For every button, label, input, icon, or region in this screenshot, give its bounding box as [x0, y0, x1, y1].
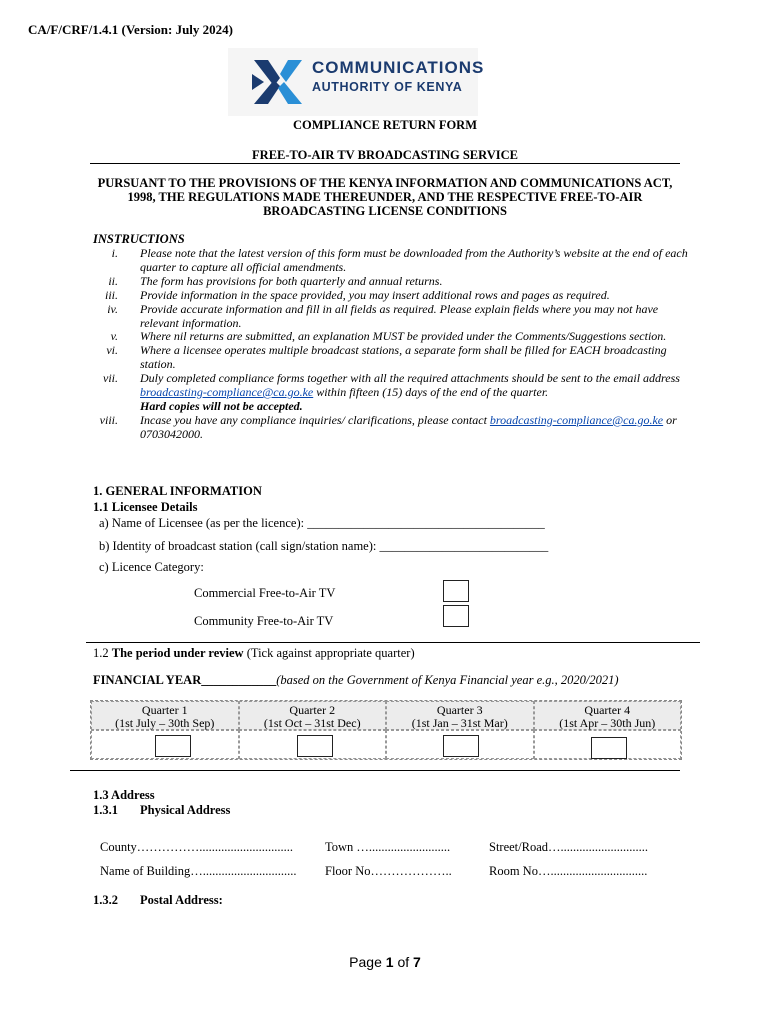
- licensee-details-heading: 1.1 Licensee Details: [93, 500, 198, 514]
- period-row: [93, 646, 415, 661]
- building-field[interactable]: Name of Building…..............................: [100, 864, 297, 878]
- quarter-range: (1st Apr – 30th Jun): [559, 715, 656, 730]
- instruction-text-part: Incase you have any compliance inquiries/ clarifications, please contact: [140, 412, 490, 427]
- quarter-name: Quarter 4: [584, 703, 631, 717]
- instruction-number: v.: [110, 329, 118, 344]
- quarter-3-cell: [386, 730, 534, 759]
- ca-logo-icon: [250, 54, 306, 110]
- instruction-text: Where nil returns are submitted, an explanation MUST be provided under the Comments/Suggestions section.: [140, 329, 667, 344]
- instruction-number: iii.: [104, 287, 118, 302]
- instruction-text: Provide accurate information and fill in all fields as required. Please explain fields where you may not have relevant information.: [140, 301, 659, 330]
- quarter-4-header: [534, 701, 682, 730]
- room-field[interactable]: Room No…...............................: [489, 864, 648, 878]
- station-identity-label: b) Identity of broadcast station (call sign/station name):: [99, 539, 377, 553]
- instruction-item: [90, 330, 690, 344]
- instruction-number: ii.: [108, 273, 118, 288]
- quarter-1-cell: [91, 730, 239, 759]
- quarter-range: (1st July – 30th Sep): [115, 715, 215, 730]
- quarter-2-checkbox[interactable]: [297, 735, 333, 757]
- quarter-range: (1st Oct – 31st Dec): [263, 715, 361, 730]
- address-heading: 1.3 Address: [93, 788, 155, 802]
- street-field[interactable]: Street/Road…............................: [489, 840, 649, 854]
- instruction-text: Please note that the latest version of this form must be downloaded from the Authority’s website at the end of each quarter to capture all official amendments.: [140, 246, 688, 274]
- instructions-heading: INSTRUCTIONS: [93, 232, 185, 246]
- period-note: (Tick against appropriate quarter): [243, 646, 415, 660]
- service-title: FREE-TO-AIR TV BROADCASTING SERVICE: [252, 148, 518, 162]
- page-number: [0, 954, 770, 970]
- hard-copies-note: Hard copies will not be accepted.: [140, 398, 303, 413]
- licensee-name-label: a) Name of Licensee (as per the licence):: [99, 516, 305, 530]
- instruction-number: i.: [111, 246, 118, 260]
- quarter-3-checkbox[interactable]: [443, 735, 479, 757]
- instructions-list: [90, 247, 690, 442]
- page-current: 1: [385, 954, 394, 970]
- instruction-text-part: within fifteen (15) days of the end of the quarter.: [313, 385, 549, 400]
- quarter-1-checkbox[interactable]: [155, 735, 191, 757]
- quarter-2-header: [239, 701, 387, 730]
- quarter-name: Quarter 1: [141, 703, 188, 717]
- commercial-label: Commercial Free-to-Air TV: [194, 586, 336, 600]
- quarter-table: [90, 700, 682, 760]
- ca-logo: [228, 48, 485, 116]
- contact-email-link[interactable]: broadcasting-compliance@ca.go.ke: [489, 412, 664, 427]
- quarter-3-header: [386, 701, 534, 730]
- licensee-name-field[interactable]: ______________________________________: [304, 516, 545, 530]
- community-checkbox[interactable]: [443, 605, 469, 627]
- instruction-item: [90, 414, 690, 442]
- county-field[interactable]: County……………..............................: [100, 840, 294, 854]
- instruction-item: [90, 275, 690, 289]
- page-word: Page: [349, 954, 386, 970]
- instruction-item: [90, 372, 690, 414]
- period-number: 1.2: [93, 646, 109, 660]
- email-link[interactable]: broadcasting-compliance@ca.go.ke: [140, 385, 314, 400]
- quarter-4-cell: [534, 730, 682, 759]
- instruction-text-part: Duly completed compliance forms together with all the required attachments should be sent to the email address: [140, 371, 680, 386]
- instruction-number: iv.: [107, 301, 118, 316]
- period-rule: [70, 770, 680, 771]
- quarter-range: (1st Jan – 31st Mar): [411, 715, 508, 730]
- instruction-number: vii.: [103, 371, 118, 386]
- instruction-text: [140, 372, 690, 414]
- logo-line-1: COMMUNICATIONS: [312, 58, 485, 77]
- financial-year-row: [93, 673, 619, 688]
- page-total: 7: [413, 954, 421, 970]
- title-rule: [90, 163, 680, 164]
- instruction-number: viii.: [99, 412, 118, 427]
- financial-year-note: (based on the Government of Kenya Financial year e.g., 2020/2021): [276, 673, 619, 687]
- section-rule: [86, 642, 700, 643]
- instruction-item: [90, 344, 690, 372]
- instruction-item: [90, 303, 690, 331]
- financial-year-label: FINANCIAL YEAR: [93, 673, 202, 687]
- instruction-text-part: or 0703042000.: [140, 412, 677, 441]
- logo-line-2: AUTHORITY OF KENYA: [312, 80, 463, 94]
- quarter-name: Quarter 3: [436, 703, 483, 717]
- financial-year-field[interactable]: ____________: [201, 673, 277, 687]
- physical-address-number: 1.3.1: [93, 803, 118, 817]
- document-code: CA/F/CRF/1.4.1 (Version: July 2024): [28, 22, 233, 37]
- instruction-text: [140, 414, 690, 442]
- instruction-item: [90, 247, 690, 275]
- pursuant-statement: PURSUANT TO THE PROVISIONS OF THE KENYA INFORMATION AND COMMUNICATIONS ACT, 1998, THE REGULATIONS MADE THEREUNDER, AND THE RESPECTIVE FREE-TO-AIR BROADCASTING LICENSE CONDITIONS: [97, 176, 673, 218]
- instruction-text: Where a licensee operates multiple broadcast stations, a separate form shall be filled for EACH broadcasting station.: [140, 343, 667, 372]
- station-identity-row: [99, 539, 548, 554]
- physical-address-heading: Physical Address: [140, 803, 231, 817]
- postal-address-number: 1.3.2: [93, 893, 118, 907]
- period-title: The period under review: [111, 646, 244, 660]
- licence-category-label: c) Licence Category:: [99, 560, 204, 574]
- quarter-name: Quarter 2: [289, 703, 336, 717]
- quarter-4-checkbox[interactable]: [591, 737, 627, 759]
- page-of: of: [393, 954, 414, 970]
- town-field[interactable]: Town …..........................: [325, 840, 451, 854]
- instruction-text: The form has provisions for both quarterly and annual returns.: [140, 273, 443, 288]
- instruction-item: [90, 289, 690, 303]
- general-info-heading: 1. GENERAL INFORMATION: [93, 484, 262, 498]
- commercial-checkbox[interactable]: [443, 580, 469, 602]
- licensee-name-row: [99, 516, 545, 531]
- postal-address-heading: Postal Address:: [140, 893, 223, 907]
- quarter-2-cell: [239, 730, 387, 759]
- community-label: Community Free-to-Air TV: [194, 614, 334, 628]
- floor-field[interactable]: Floor No………………..: [325, 864, 452, 878]
- station-identity-field[interactable]: ___________________________: [376, 539, 549, 553]
- form-title: COMPLIANCE RETURN FORM: [292, 118, 478, 132]
- instruction-text: Provide information in the space provided, you may insert additional rows and pages as required.: [140, 287, 610, 302]
- quarter-1-header: [91, 701, 239, 730]
- instruction-number: vi.: [106, 343, 118, 358]
